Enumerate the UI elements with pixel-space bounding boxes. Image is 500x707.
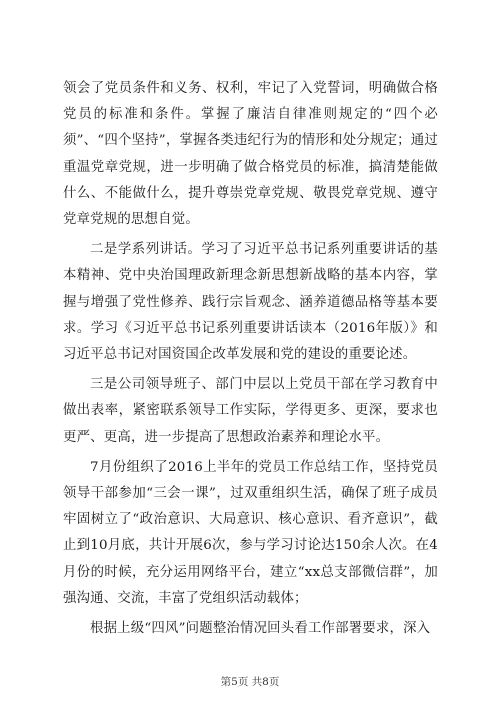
document-body (63, 76, 438, 642)
page-footer: 第5页 共8页 (220, 676, 280, 688)
paragraph-3: 三是公司领导班子、部门中层以上党员干部在学习教育中做出表率，紧密联系领导工作实际，学得更多、更深，要求也更严、更高，进一步提高了思想政治素养和理论水平。 (63, 377, 438, 445)
paragraph-2: 二是学系列讲话。学习了习近平总书记系列重要讲话的基本精神、党中央治国理政新理念新思想新战略的基本内容，掌握与增强了党性修养、践行宗旨观念、涵养道德品格等基本要求。学习《习近平总书记系列重要讲话读本（2016年版）》和习近平总书记对国资国企改革发展和党的建设的重要论述。 (63, 242, 438, 363)
paragraph-4: 7月份组织了2016上半年的党员工作总结工作，坚持党员领导干部参加“三会一课”，过双重组织生活，确保了班子成员牢固树立了“政治意识、大局意识、核心意识、看齐意识”，截止到10月底，共计开展6次，参与学习讨论达150余人次。在4月份的时候，充分运用网络平台，建立“xx总支部微信群”，加强沟通、交流，丰富了党组织活动载体； (63, 459, 438, 606)
paragraph-1: 领会了党员条件和义务、权利，牢记了入党誓词，明确做合格党员的标准和条件。掌握了廉洁自律准则规定的“四个必须”、“四个坚持”，掌握各类违纪行为的情形和处分规定；通过重温党章党规，进一步明确了做合格党员的标准，搞清楚能做什么、不能做什么，提升尊崇党章党规、敬畏党章党规、遵守党章党规的思想自觉。 (63, 81, 438, 228)
paragraph-5: 根据上级“四风”问题整治情况回头看工作部署要求，深入 (90, 621, 431, 637)
